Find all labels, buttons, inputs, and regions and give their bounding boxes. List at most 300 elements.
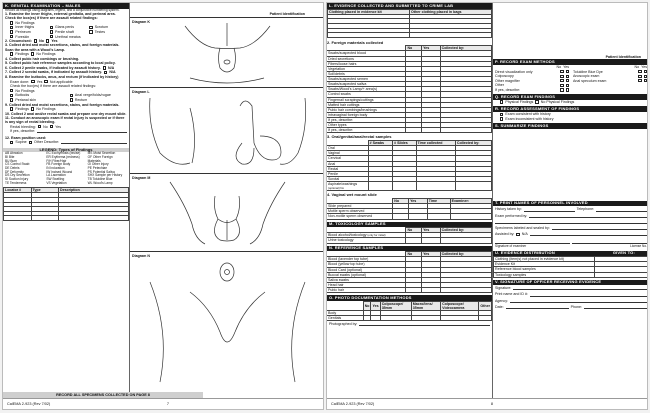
- area-0-label: Inner thighs: [15, 25, 35, 30]
- foreign-label: Fibers/loose hairs: [327, 61, 406, 66]
- foreign-label: Dried secretions: [327, 56, 406, 61]
- legend-entry: BI Bite: [5, 154, 15, 159]
- col-no: No: [634, 64, 640, 69]
- item-8: 8. Examine the buttocks, anus, and rectum (if indicated by history): [5, 74, 119, 79]
- diagram-l: [130, 87, 324, 173]
- photo-col-header: No: [363, 301, 371, 310]
- toxicology-col-header: Yes: [422, 228, 440, 233]
- check-box-findings: Check the box(es) if there are assault related findings:: [10, 84, 97, 89]
- other-position-checkbox[interactable]: [29, 141, 32, 144]
- evidence-distribution-table: [493, 256, 648, 278]
- exam-method-no-checkbox[interactable]: [638, 79, 641, 82]
- diagram-n-label: Diagram N: [132, 254, 150, 258]
- exam-method-no-checkbox[interactable]: [638, 75, 641, 78]
- distribution-given-to[interactable]: [594, 272, 648, 277]
- telephone-field[interactable]: [596, 208, 647, 212]
- exam-method-yes-checkbox[interactable]: [566, 79, 569, 82]
- scrotal-na-checkbox[interactable]: [104, 71, 107, 74]
- legend-entry: PS Potential Saliva: [87, 169, 115, 174]
- exam-method-no-checkbox[interactable]: [638, 70, 641, 73]
- specimens-by-field[interactable]: [552, 226, 647, 230]
- foreign-label: Swabs/Wood's Lamp/+ area(s): [327, 87, 406, 92]
- consistent-checkbox[interactable]: [500, 113, 503, 116]
- no-findings-label: No Findings: [15, 88, 35, 93]
- physical-findings-checkbox[interactable]: [500, 100, 503, 103]
- officer-name-label: Print name and ID #:: [495, 292, 528, 297]
- diagram-m: [130, 173, 324, 251]
- exam-method-row: [571, 79, 648, 84]
- circumcised-no-checkbox[interactable]: [34, 39, 37, 42]
- item-4: 4. Collect pubic hair combings or brushing.: [5, 56, 80, 61]
- form-code: CalEMA 2-923 (Rev 7/02): [7, 401, 51, 406]
- inconsistent-checkbox[interactable]: [500, 117, 503, 120]
- item-11: 11. Conduct an anoscopic exam if rectal injury is suspected or if there is any sign of rectal bleeding.: [5, 116, 125, 125]
- area-0-checkbox[interactable]: [10, 26, 13, 29]
- legend-entry: MS Moist Secretion: [87, 151, 116, 156]
- orifice-col-header: Collected by:: [455, 141, 491, 146]
- section-p-title: P. RECORD EXAM METHODS: [493, 59, 648, 65]
- legend-entry: LA Laceration: [46, 173, 66, 178]
- exam-method-yes-checkbox[interactable]: [566, 84, 569, 87]
- section-m-title: M. TOXICOLOGY SAMPLES: [327, 222, 492, 228]
- na-label: N/A: [108, 65, 115, 70]
- exam-method-label: Colposcopy: [495, 74, 514, 79]
- item-5: 5. Collect pubic hair reference samples according to local policy.: [5, 61, 116, 66]
- exam-done-checkbox[interactable]: [31, 80, 34, 83]
- no-physical-findings-checkbox[interactable]: [535, 100, 538, 103]
- exam-method-no-checkbox[interactable]: [560, 70, 563, 73]
- na-label: N/A: [109, 70, 116, 75]
- exam-method-yes-checkbox[interactable]: [566, 88, 569, 91]
- item-3: 3. Collect dried and moist secretions, stains, and foreign materials. Scan the area with a Wood's Lamp.: [5, 43, 120, 52]
- agency-field[interactable]: [510, 299, 647, 303]
- area-6-checkbox[interactable]: [10, 35, 13, 38]
- date-field[interactable]: [506, 305, 569, 309]
- no-findings-label: No Findings: [15, 20, 35, 25]
- foreign-cell[interactable]: [440, 128, 491, 133]
- foreign-col-header: No: [406, 46, 422, 51]
- genital-areas-grid: [3, 25, 129, 39]
- toxicology-cell[interactable]: [422, 238, 440, 243]
- reference-label: Saliva swabs: [327, 277, 406, 282]
- toxicology-label: Blood alcohol/toxicology (only for initial): [327, 233, 406, 238]
- legend-entry: WL Wood's Lamp: [87, 180, 113, 185]
- area2-3-label: Rectum: [74, 97, 88, 102]
- wet-mount-col-header: Examiner:: [450, 199, 491, 204]
- legend-grid: [3, 152, 129, 185]
- item-10: 10. Collect 2 anal and/or rectal swabs and prepare one dry mount slide.: [5, 111, 127, 116]
- area2-1-label: Anal verge/folds/rugae: [74, 93, 111, 98]
- foreign-cell[interactable]: [406, 128, 422, 133]
- exam-method-label: Direct visualization only: [495, 69, 533, 74]
- photo-cell[interactable]: [479, 316, 492, 321]
- orifice-col-header: # Swabs: [368, 141, 393, 146]
- legend-entry: SW Swelling: [46, 176, 65, 181]
- yes-label: Yes: [51, 39, 58, 44]
- exam-method-yes-checkbox[interactable]: [644, 79, 647, 82]
- aspirate-optional-note: (optional) No: [328, 186, 345, 191]
- area-7-label: Urethral meatus: [55, 34, 81, 39]
- photo-col-header: Yes: [371, 301, 380, 310]
- legend-entry: FB Foreign Body: [46, 162, 71, 167]
- reference-cell[interactable]: [440, 288, 491, 293]
- signature-label: Signature of examiner: [495, 243, 527, 248]
- no-physical-findings-label: No Physical Findings: [540, 100, 575, 105]
- legend-entry: SI Suction Injury: [5, 176, 29, 181]
- foreign-col-header: Yes: [422, 46, 440, 51]
- officer-signature-label: Signature:: [495, 286, 512, 291]
- evidence-column: [327, 3, 493, 398]
- reference-cell[interactable]: [406, 288, 422, 293]
- no-findings-3-checkbox[interactable]: [31, 52, 34, 55]
- reference-label: Blood Card (optional): [327, 267, 406, 272]
- distribution-row: [494, 272, 649, 277]
- describe-field[interactable]: [37, 129, 127, 133]
- area2-2-checkbox[interactable]: [10, 98, 13, 101]
- area2-3-checkbox[interactable]: [70, 98, 73, 101]
- exam-method-no-checkbox[interactable]: [560, 84, 563, 87]
- reference-label: Buccal swabs (optional): [327, 272, 406, 277]
- legend-entry: OF Other Foreign: [87, 154, 113, 159]
- wet-mount-col-header: Yes: [409, 199, 428, 204]
- foreign-label: Pubic hair combings/brushings: [327, 107, 406, 112]
- exam-method-no-checkbox[interactable]: [560, 79, 563, 82]
- area-3-checkbox[interactable]: [10, 30, 13, 33]
- foreign-label: Swabs/suspected blood: [327, 51, 406, 56]
- assisted-na-checkbox[interactable]: [516, 233, 519, 236]
- exam-method-label: Anal speculum exam: [573, 78, 607, 83]
- wet-mount-label: Motile sperm observed: [327, 209, 393, 214]
- toxicology-col-header: No: [406, 228, 422, 233]
- reference-cell[interactable]: [422, 288, 440, 293]
- photo-cell[interactable]: [380, 316, 411, 321]
- exam-method-no-checkbox[interactable]: [560, 88, 563, 91]
- legend-entry: DF Deformity: [5, 169, 24, 174]
- distribution-label: Toxicology samples: [494, 272, 595, 277]
- section-l-title: L. EVIDENCE COLLECTED AND SUBMITTED TO CRIME LAB: [327, 3, 492, 9]
- reference-col-header: Collected by:: [440, 252, 491, 257]
- findings-9-checkbox[interactable]: [10, 107, 13, 110]
- item-9: 9. Collect dried and moist secretions, stains, and foreign materials.: [5, 102, 120, 107]
- rectal-yes-checkbox[interactable]: [50, 125, 53, 128]
- clothing-bags-header: Other clothing placed in bags: [410, 9, 492, 14]
- legend-entry: ER Erythema (redness): [46, 154, 80, 159]
- exam-method-yes-checkbox[interactable]: [566, 70, 569, 73]
- yes-label: Yes: [36, 79, 43, 84]
- orifice-label: Rectal: [327, 166, 368, 171]
- foreign-label: Vegetation: [327, 66, 406, 71]
- no-label: No: [39, 39, 44, 44]
- not-applicable-checkbox[interactable]: [44, 80, 47, 83]
- distribution-label: Clothing (item(s) not placed in evidence kit): [494, 257, 595, 262]
- foreign-cell[interactable]: [422, 128, 440, 133]
- area-7-checkbox[interactable]: [50, 35, 53, 38]
- not-applicable-label: Not applicable: [49, 79, 73, 84]
- photo-col-header: Other: [479, 301, 492, 310]
- date-label: Date:: [495, 304, 504, 309]
- orifice-label: Penile: [327, 171, 368, 176]
- physical-findings-label: Physical Findings: [505, 100, 534, 105]
- section-n-title: N. REFERENCE SAMPLES: [327, 246, 492, 252]
- area-5: [89, 30, 129, 35]
- section-k-column: [3, 3, 130, 398]
- photo-cell[interactable]: [371, 316, 380, 321]
- area2-2-label: Perianal skin: [15, 97, 36, 102]
- patient-id-label: Patient Identification: [269, 11, 305, 16]
- officer-name-field[interactable]: [530, 293, 647, 297]
- photo-cell[interactable]: [363, 316, 371, 321]
- orifice-title: 3. Oral/genital/anal/rectal samples: [327, 134, 392, 140]
- foreign-label: Swabs/suspected saliva: [327, 82, 406, 87]
- exam-method-no-checkbox[interactable]: [560, 75, 563, 78]
- foreign-materials-table: [327, 45, 492, 133]
- legend-entry: TE Tenderness: [5, 180, 27, 185]
- foreign-label: Control swabs: [327, 92, 406, 97]
- no-findings-8-checkbox[interactable]: [10, 89, 13, 92]
- orifice-cell[interactable]: [455, 182, 491, 191]
- exam-column: [493, 3, 648, 398]
- orifice-col-header: Time collected: [416, 141, 455, 146]
- exam-methods-block: [493, 65, 648, 93]
- page-7-footer: [3, 398, 323, 409]
- wet-mount-cell[interactable]: [409, 214, 428, 219]
- orifice-label: Aspirate/washings (optional) No: [327, 182, 368, 191]
- section-k-title: K. GENITAL EXAMINATION – MALES: [3, 3, 129, 9]
- area2-0-label: Buttocks: [15, 93, 30, 98]
- foreign-title: 2. Foreign materials collected: [327, 39, 384, 45]
- reference-samples-table: [327, 251, 492, 293]
- wet-mount-cell[interactable]: [450, 214, 491, 219]
- photo-col-header: Macro/lens/ 35mm: [411, 301, 440, 310]
- no-findings-label: No Findings: [36, 107, 56, 112]
- assisted-by-field[interactable]: [530, 232, 647, 236]
- exam-method-yes-checkbox[interactable]: [644, 75, 647, 78]
- table-cell[interactable]: [4, 216, 32, 221]
- page-8-footer: [327, 398, 647, 409]
- col-yes: Yes: [563, 64, 569, 69]
- findings-checkbox[interactable]: [10, 52, 13, 55]
- wet-mount-title: 4. Vaginal wet mount slide: [327, 192, 377, 198]
- table-cell[interactable]: [31, 216, 59, 221]
- area-6-label: Foreskin: [15, 34, 30, 39]
- item-7: 7. Collect 2 scrotal swabs, if indicated by assault history.: [5, 70, 102, 75]
- reference-col-header: Yes: [422, 252, 440, 257]
- toxicology-row: [327, 238, 492, 243]
- phone-label: Phone:: [570, 304, 582, 309]
- consistent-label: Exam consistent with history: [505, 112, 551, 117]
- circumcised-yes-checkbox[interactable]: [46, 39, 49, 42]
- history-by-field[interactable]: [524, 208, 575, 212]
- legend-entry: DS Dry Secretion: [5, 173, 30, 178]
- toxicology-table: [327, 227, 492, 243]
- findings-table-header: Description: [59, 188, 129, 193]
- reference-label: Blood (yellow top tube): [327, 262, 406, 267]
- reference-col-header: No: [406, 252, 422, 257]
- assisted-by-label: Assisted by:: [495, 231, 515, 236]
- officer-signature-field[interactable]: [513, 287, 647, 291]
- exam-method-label: Other magnifier: [495, 78, 520, 83]
- history-by-label: History taken by:: [495, 207, 522, 212]
- toxicology-cell[interactable]: [440, 238, 491, 243]
- exam-methods-left: [493, 65, 571, 93]
- area-1-checkbox[interactable]: [50, 26, 53, 29]
- diagram-l-drawing: [130, 88, 324, 174]
- section-r-title: R. RECORD ASSESSMENT OF FINDINGS: [493, 106, 648, 112]
- exam-method-row: [493, 88, 571, 93]
- diagrams-column: [130, 3, 324, 398]
- exam-by-field-2[interactable]: [495, 220, 647, 224]
- diagram-k-drawing: [130, 18, 324, 88]
- item-2: 2. Circumcised:: [5, 39, 32, 44]
- legend-entry: SHX Sample per History: [87, 173, 123, 178]
- orifice-cell[interactable]: [416, 182, 455, 191]
- photo-methods-table: [327, 301, 492, 322]
- diagram-k: [130, 17, 324, 87]
- wet-mount-cell[interactable]: [427, 214, 450, 219]
- footer-banner: RECORD ALL SPECIMENS COLLECTED ON PAGE 8: [3, 392, 203, 398]
- wet-mount-cell[interactable]: [393, 214, 409, 219]
- legend-entry: EC Ecchymosis (bruise): [46, 151, 81, 156]
- table-cell[interactable]: [328, 33, 410, 38]
- area2-0-checkbox[interactable]: [10, 94, 13, 97]
- area-4-label: Penile shaft: [55, 29, 74, 34]
- if-yes-label: If yes, describe:: [10, 129, 36, 134]
- legend-entry: AB Abrasion: [5, 151, 23, 156]
- toxicology-note: (only for initial): [366, 233, 386, 238]
- item-1: 1. Examine the inner thighs, external genitalia, and perineal area. Check the box(es) if there are assault related findings:: [5, 12, 116, 21]
- no-findings-9-checkbox[interactable]: [31, 107, 34, 110]
- exam-method-yes-checkbox[interactable]: [644, 70, 647, 73]
- orifice-label: Anal: [327, 161, 368, 166]
- area-3-label: Perineum: [15, 29, 31, 34]
- section-s-title: S. SUMMARIZE FINDINGS: [493, 123, 648, 129]
- foreign-col-header: Collected by:: [440, 46, 491, 51]
- inconsistent-label: Exam inconsistent with history: [505, 116, 554, 121]
- foreign-label: If yes, describe:: [327, 128, 406, 133]
- exam-method-yes-checkbox[interactable]: [566, 75, 569, 78]
- col-yes: Yes: [641, 64, 647, 69]
- legend-entry: PE Petechiae: [87, 165, 107, 170]
- section-q-title: Q. RECORD EXAM FINDINGS: [493, 94, 648, 100]
- photo-cell[interactable]: [441, 316, 479, 321]
- wet-mount-label: Non-motile sperm observed: [327, 214, 393, 219]
- yes-label: Yes: [55, 124, 62, 129]
- area-5-checkbox[interactable]: [89, 30, 92, 33]
- anal-areas-grid: [3, 93, 129, 102]
- diagram-k-label: Diagram K: [132, 20, 150, 24]
- legend-entry: OI Other Injury: [87, 162, 109, 167]
- section-k-subtitle: Record all findings using diagrams, legend, and a conjunctive numbering system.: [5, 7, 120, 12]
- form-code-8: CalEMA 2-923 (Rev 7/02): [331, 401, 375, 406]
- exam-method-label: If yes, describe:: [495, 87, 521, 92]
- rectal-no-checkbox[interactable]: [38, 125, 41, 128]
- item-6: 6. Collect 2 penile swabs, if indicated by assault history.: [5, 65, 101, 70]
- exam-method-label: Anoscopic exam: [573, 74, 600, 79]
- distribution-label: Reference blood samples: [494, 267, 595, 272]
- toxicology-cell[interactable]: [406, 238, 422, 243]
- orifice-label: Scrotal: [327, 176, 368, 181]
- diagram-m-drawing: [130, 174, 324, 252]
- orifice-label: Oral: [327, 146, 368, 151]
- penile-na-checkbox[interactable]: [103, 66, 106, 69]
- wet-mount-col-header: Time: [427, 199, 450, 204]
- section-u-title: U. EVIDENCE DISTRIBUTION: [495, 250, 555, 256]
- area-2-label: Scrotum: [94, 25, 109, 30]
- reference-row: [327, 288, 492, 293]
- foreign-label: Matted hair cuttings: [327, 102, 406, 107]
- table-cell[interactable]: [410, 33, 492, 38]
- orifice-samples-table: [327, 140, 492, 191]
- findings-table-header: Type: [31, 188, 59, 193]
- telephone-label: Telephone:: [576, 207, 595, 212]
- section-v-title: V. SIGNATURE OF OFFICER RECEIVING EVIDENCE: [493, 280, 648, 286]
- photographed-by-label: Photographed by:: [329, 322, 358, 327]
- position-describe-field[interactable]: [61, 141, 127, 145]
- orifice-cell[interactable]: [393, 182, 416, 191]
- foreign-row: [327, 128, 492, 133]
- reference-label: Head hair: [327, 282, 406, 287]
- foreign-label: Other types: [327, 123, 406, 128]
- given-to-label: GIVEN TO:: [612, 250, 635, 256]
- no-findings-label: No Findings: [36, 51, 56, 56]
- exam-by-field[interactable]: [529, 214, 647, 218]
- reference-label: Pubic hair: [327, 288, 406, 293]
- wet-mount-table: [327, 198, 492, 220]
- area2-1-checkbox[interactable]: [70, 94, 73, 97]
- wet-mount-label: Slide prepared: [327, 204, 393, 209]
- photo-label: Genitals: [327, 316, 363, 321]
- col-no: No: [556, 64, 562, 69]
- foreign-label: If yes, describe:: [327, 118, 406, 123]
- no-findings-checkbox[interactable]: [10, 21, 13, 24]
- phone-field[interactable]: [584, 305, 647, 309]
- orifice-cell[interactable]: [368, 182, 393, 191]
- area-4-checkbox[interactable]: [50, 30, 53, 33]
- table-row: [328, 33, 492, 38]
- table-row: [4, 216, 129, 221]
- supine-checkbox[interactable]: [10, 141, 13, 144]
- foreign-label: Soil/debris: [327, 71, 406, 76]
- clothing-kit-header: Clothing placed in evidence kit: [328, 9, 410, 14]
- form-page-7: [2, 2, 324, 410]
- wet-mount-row: [327, 214, 492, 219]
- orifice-label: Cervical: [327, 156, 368, 161]
- foreign-label: Intravaginal foreign body: [327, 112, 406, 117]
- diagram-m-label: Diagram M: [132, 176, 151, 180]
- photo-label: Body: [327, 310, 363, 315]
- photo-col-header: Colposcope/ 35mm: [380, 301, 411, 310]
- legend-entry: Materials: [87, 158, 101, 163]
- supine-label: Supine: [15, 140, 27, 145]
- photo-cell[interactable]: [411, 316, 440, 321]
- section-o-title: O. PHOTO DOCUMENTATION METHODS: [327, 295, 492, 301]
- area-5-label: Testes: [94, 29, 106, 34]
- legend-entry: IN Induration: [46, 165, 65, 170]
- other-describe-label: Other Describe:: [33, 140, 60, 145]
- table-cell[interactable]: [59, 216, 129, 221]
- specimens-by-label: Specimens labeled and sealed by:: [495, 225, 550, 230]
- exam-by-label: Exam performed by:: [495, 213, 528, 218]
- legend-title: LEGEND: Types of Findings: [3, 148, 129, 153]
- patient-id-label-8: Patient Identification: [605, 55, 641, 59]
- summary-field[interactable]: [493, 129, 648, 201]
- wet-mount-col-header: No: [393, 199, 409, 204]
- photographed-by-field[interactable]: [359, 323, 490, 327]
- findings-label: Findings: [15, 51, 29, 56]
- foreign-label: Swabs/suspected semen: [327, 77, 406, 82]
- exam-done-label: Exam done:: [10, 79, 30, 84]
- area-2-checkbox[interactable]: [89, 26, 92, 29]
